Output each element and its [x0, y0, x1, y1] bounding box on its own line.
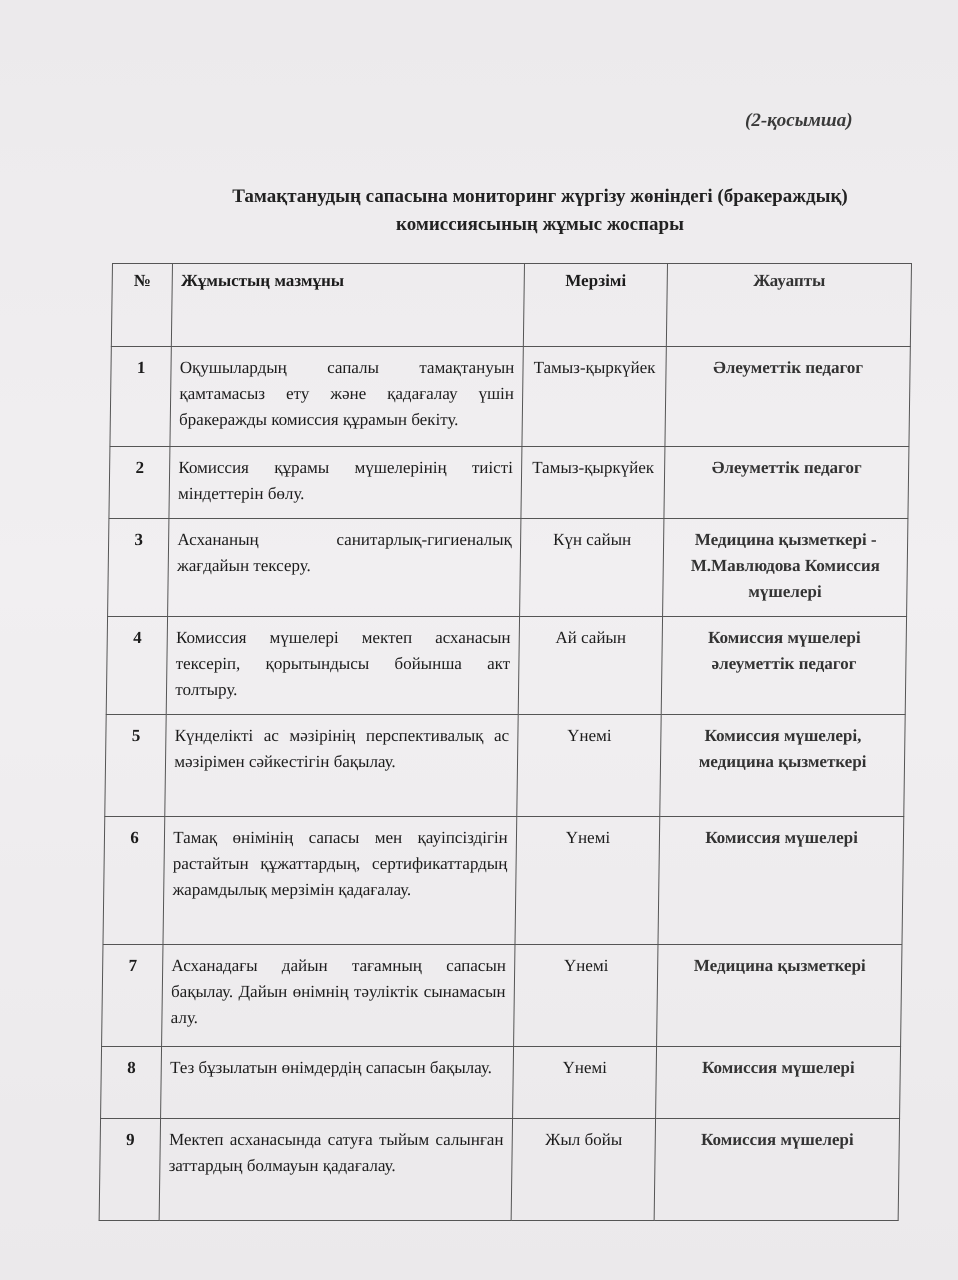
row-responsible: Медицина қызметкері - М.Мавлюдова Комиссия мүшелері: [663, 519, 908, 617]
row-responsible: Комиссия мүшелері: [658, 817, 904, 945]
header-content: Жұмыстың мазмұны: [172, 264, 525, 347]
row-term: Ай сайын: [518, 617, 663, 715]
row-responsible: Әлеуметтік педагог: [664, 447, 909, 519]
title-line-2: комиссиясының жұмыс жоспары: [396, 214, 684, 235]
row-num: 9: [99, 1119, 161, 1221]
row-content: Мектеп асханасында сатуға тыйым салынған заттардың болмауын қадағалау.: [159, 1119, 512, 1221]
title-line-1: Тамақтанудың сапасына мониторинг жүргізу жөніндегі (бракераждық): [232, 186, 848, 207]
row-term: Үнемі: [513, 945, 658, 1047]
annex-label: (2-қосымша): [745, 110, 853, 131]
row-num: 8: [101, 1047, 162, 1119]
header-num: №: [111, 264, 172, 347]
header-responsible: Жауапты: [667, 264, 912, 347]
row-num: 4: [106, 617, 168, 715]
row-term: Күн сайын: [519, 519, 664, 617]
table-row: [105, 715, 905, 817]
row-content: Оқушылардың сапалы тамақтануын қамтамасыз ету және қадағалау үшін бракеражды комиссия құрамын бекіту.: [170, 347, 523, 447]
document-title: [140, 183, 940, 239]
table-row: [110, 347, 910, 447]
row-num: 5: [105, 715, 167, 817]
table-row: [109, 447, 909, 519]
row-term: Жыл бойы: [511, 1119, 656, 1221]
row-term: Үнемі: [512, 1047, 656, 1119]
row-num: 2: [109, 447, 170, 519]
table-row: [99, 1119, 899, 1221]
table-row: [102, 945, 902, 1047]
table-row: [103, 817, 904, 945]
row-responsible: Медицина қызметкері: [657, 945, 902, 1047]
row-content: Тамақ өнімінің сапасы мен қауіпсіздігін растайтын құжаттардың, сертификаттардың жарамдылық мерзімін қадағалау.: [163, 817, 516, 945]
row-content: Асханадағы дайын тағамның сапасын бақылау. Дайын өнімнің тәуліктік сынамасын алу.: [162, 945, 515, 1047]
table-header-row: [111, 264, 911, 347]
row-responsible: Комиссия мүшелері, медицина қызметкері: [660, 715, 905, 817]
row-term: Тамыз-қыркүйек: [521, 447, 665, 519]
work-plan-table: [99, 263, 912, 1221]
row-term: Тамыз-қыркүйек: [522, 347, 667, 447]
row-responsible: Әлеуметтік педагог: [665, 347, 910, 447]
row-content: Комиссия құрамы мүшелерінің тиісті міндеттерін бөлу.: [169, 447, 522, 519]
row-num: 3: [108, 519, 170, 617]
row-content: Күнделікті ас мәзірінің перспективалық ас мәзірімен сәйкестігін бақылау.: [165, 715, 518, 817]
row-content: Асхананың санитарлық-гигиеналық жағдайын тексеру.: [168, 519, 521, 617]
row-responsible: Комиссия мүшелері: [656, 1047, 901, 1119]
row-term: Үнемі: [517, 715, 662, 817]
row-responsible: Комиссия мүшелері әлеуметтік педагог: [661, 617, 906, 715]
row-num: 6: [103, 817, 165, 945]
table-row: [106, 617, 906, 715]
row-responsible: Комиссия мүшелері: [654, 1119, 899, 1221]
row-content: Тез бұзылатын өнімдердің сапасын бақылау.: [161, 1047, 514, 1119]
table-row: [101, 1047, 901, 1119]
row-content: Комиссия мүшелері мектеп асханасын тексеріп, қорытындысы бойынша акт толтыру.: [166, 617, 519, 715]
row-num: 1: [110, 347, 172, 447]
row-term: Үнемі: [515, 817, 660, 945]
header-term: Мерзімі: [523, 264, 668, 347]
table-row: [108, 519, 908, 617]
row-num: 7: [102, 945, 164, 1047]
